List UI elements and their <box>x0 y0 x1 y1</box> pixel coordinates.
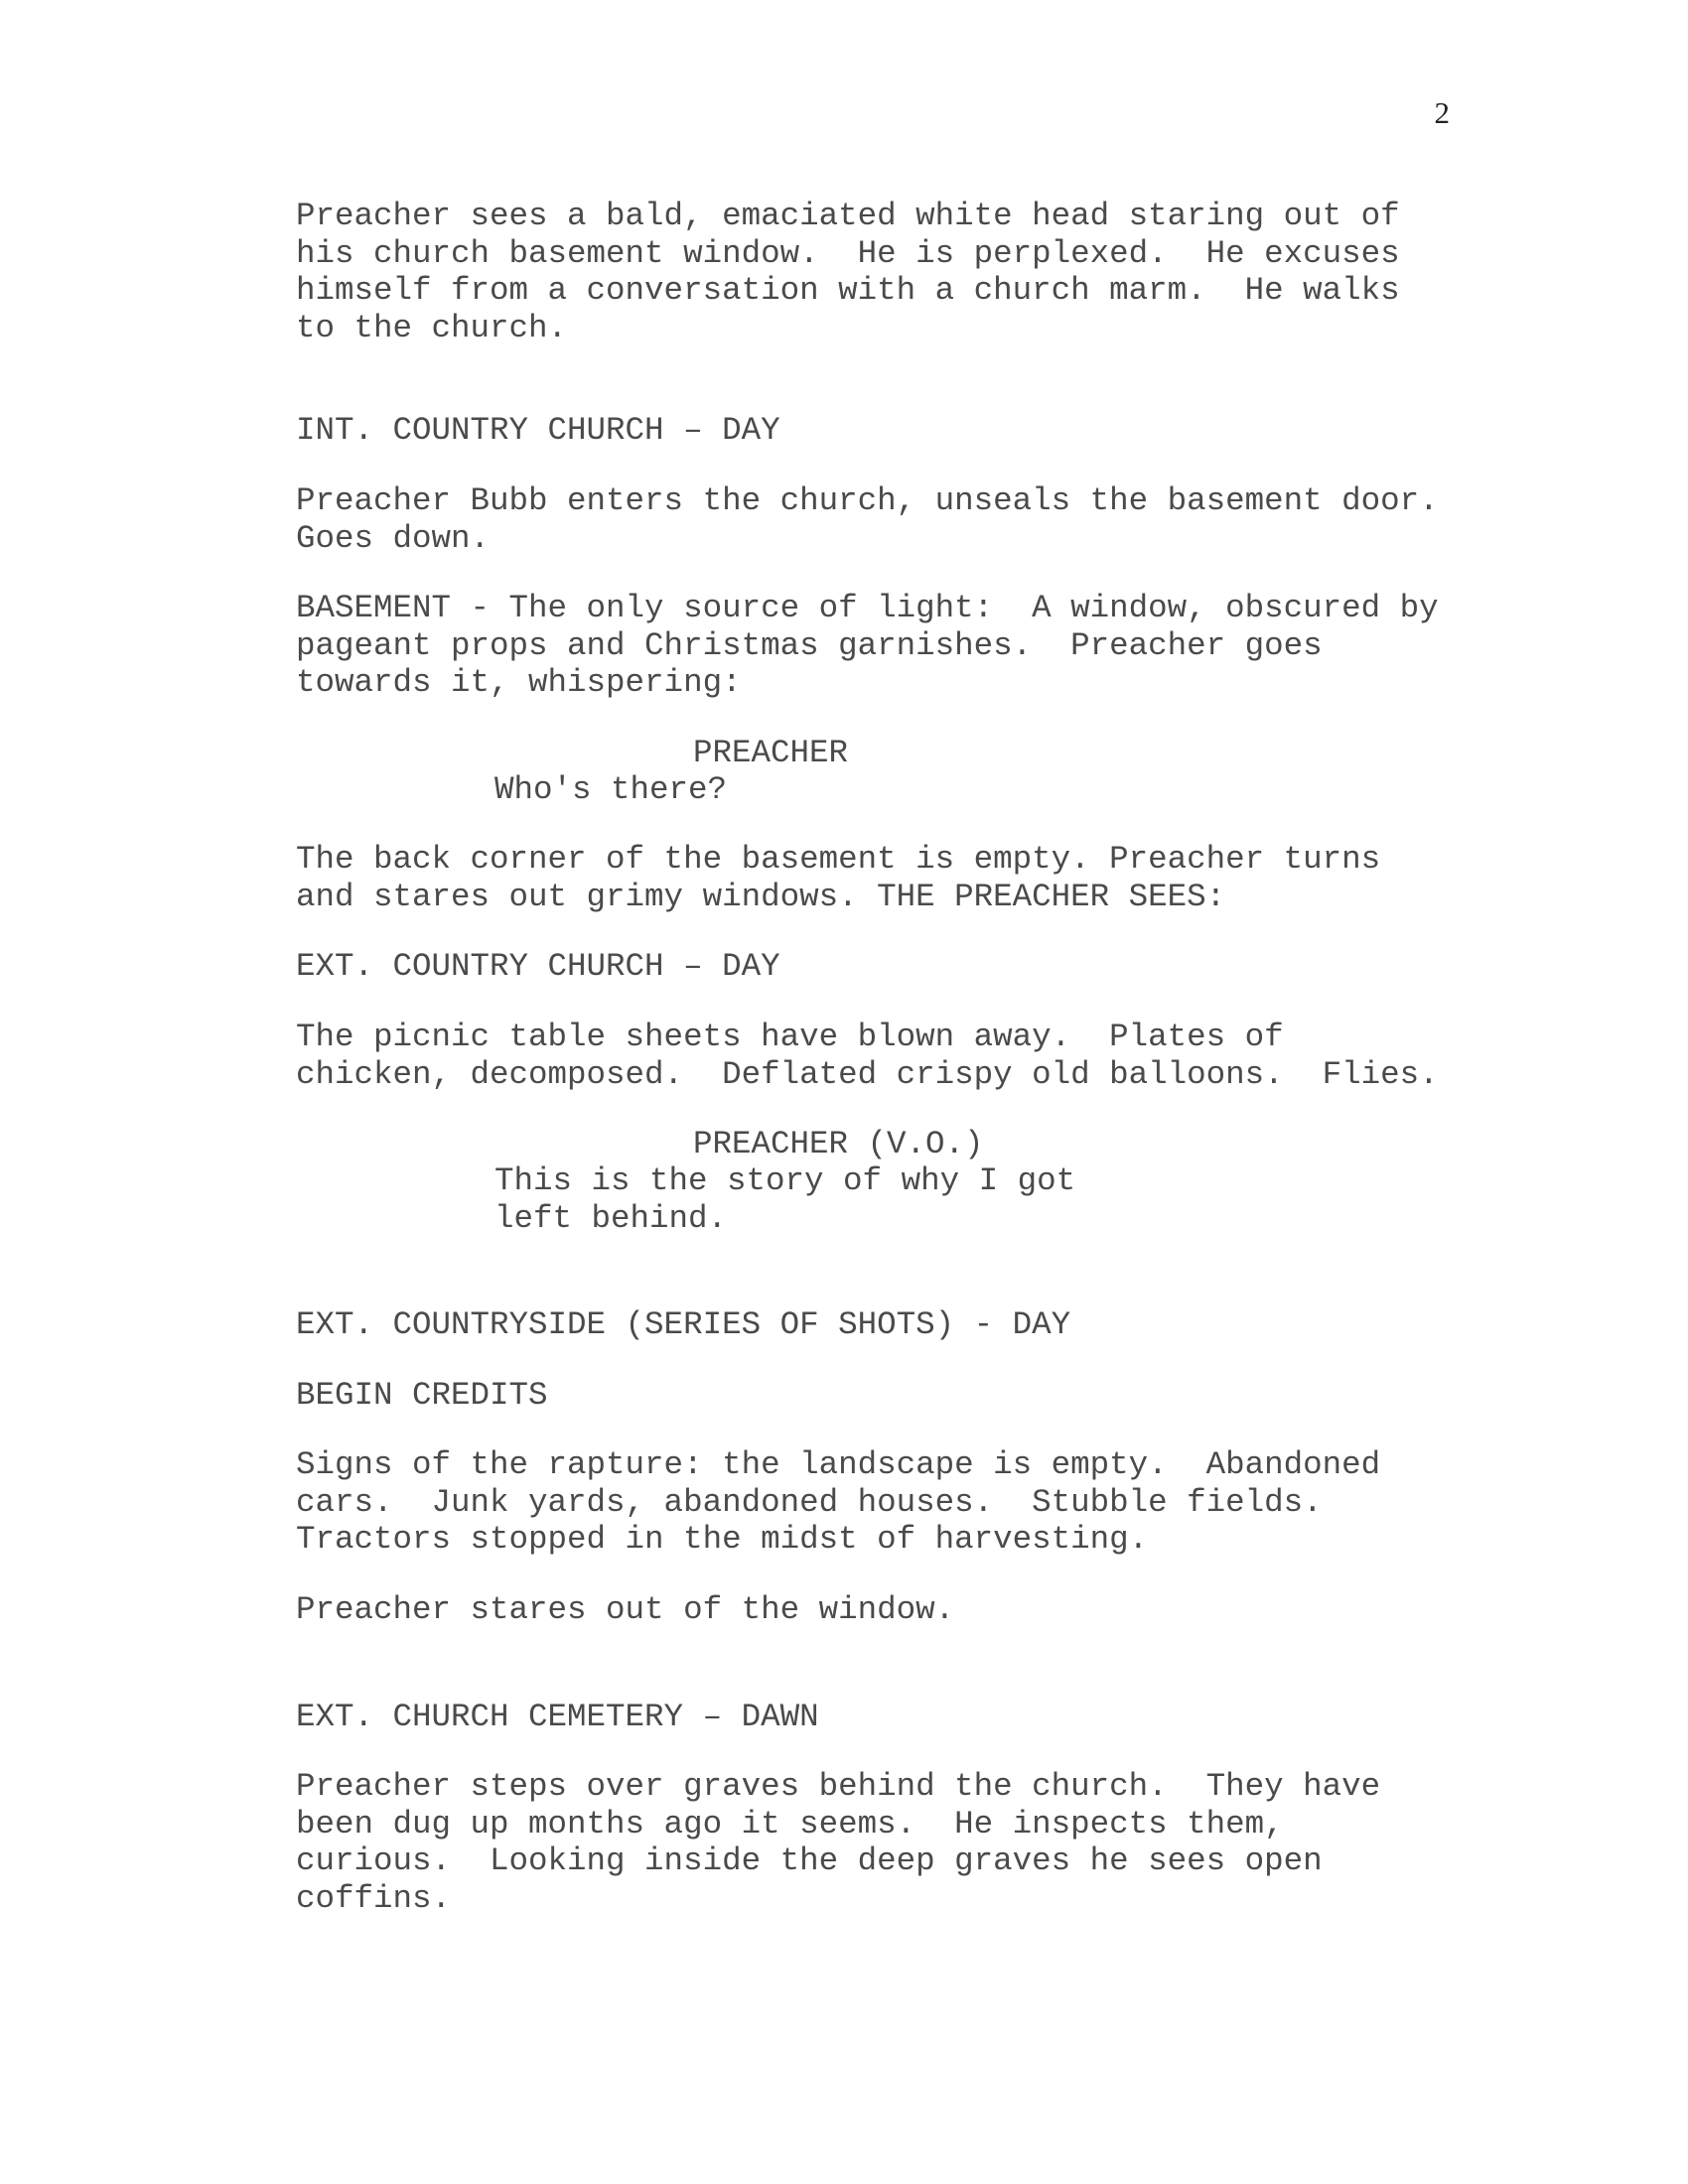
scene-heading-4: EXT. CHURCH CEMETERY – DAWN <box>296 1699 819 1735</box>
action-paragraph-6: Signs of the rapture: the landscape is empty. Abandoned cars. Junk yards, abandoned houses. Stubble fields. Tractors stopped in the midst of harvesting. <box>296 1446 1381 1559</box>
action-paragraph-1: Preacher sees a bald, emaciated white head staring out of his church basement window. He is perplexed. He excuses himself from a conversation with a church marm. He walks to the church. <box>296 198 1400 346</box>
scene-heading-2: EXT. COUNTRY CHURCH – DAY <box>296 948 780 985</box>
scene-heading-3: EXT. COUNTRYSIDE (SERIES OF SHOTS) - DAY <box>296 1306 1071 1343</box>
action-paragraph-8: Preacher steps over graves behind the church. They have been dug up months ago it seems. He inspects them, curious. Looking inside the deep graves he sees open coffins. <box>296 1768 1381 1917</box>
page-number: 2 <box>1434 95 1450 130</box>
action-paragraph-4: The back corner of the basement is empty. Preacher turns and stares out grimy windows. THE PREACHER SEES: <box>296 841 1381 915</box>
action-paragraph-3: BASEMENT - The only source of light: A window, obscured by pageant props and Christmas garnishes. Preacher goes towards it, whispering: <box>296 590 1439 702</box>
dialogue-line-1: Who's there? <box>494 771 728 808</box>
character-cue-preacher-vo: PREACHER (V.O.) <box>693 1126 984 1162</box>
action-paragraph-2: Preacher Bubb enters the church, unseals the basement door. Goes down. <box>296 482 1439 557</box>
dialogue-line-2: This is the story of why I got left behind. <box>494 1162 1076 1237</box>
action-paragraph-5: The picnic table sheets have blown away. Plates of chicken, decomposed. Deflated crispy old balloons. Flies. <box>296 1019 1439 1093</box>
scene-heading-1: INT. COUNTRY CHURCH – DAY <box>296 412 780 449</box>
character-cue-preacher: PREACHER <box>693 735 849 771</box>
credits-note: BEGIN CREDITS <box>296 1377 548 1414</box>
action-paragraph-7: Preacher stares out of the window. <box>296 1591 955 1628</box>
